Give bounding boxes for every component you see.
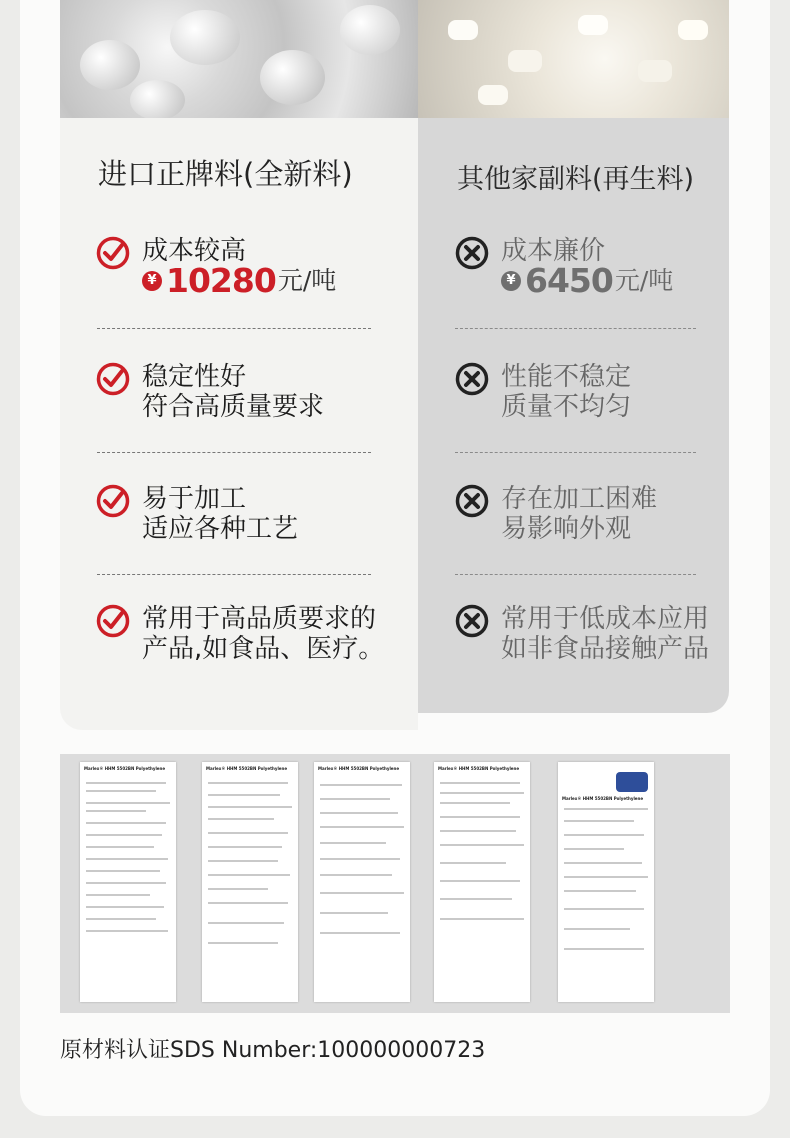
recycled-pellets-photo bbox=[418, 0, 729, 118]
recycled-processing-item bbox=[455, 484, 657, 544]
new-pellets-photo bbox=[60, 0, 418, 118]
divider bbox=[455, 328, 696, 329]
new-stability-item bbox=[96, 362, 324, 422]
chevron-phillips-logo bbox=[616, 772, 648, 792]
sds-page: Marlex® HHM 5502BN Polyethylene bbox=[434, 762, 530, 1002]
check-circle-icon bbox=[96, 604, 130, 638]
item-line1: 性能不稳定 bbox=[501, 362, 632, 392]
x-circle-icon bbox=[455, 604, 489, 638]
recycled-usage-item bbox=[455, 604, 709, 664]
sds-page: Marlex® HHM 5502BN Polyethylene bbox=[202, 762, 298, 1002]
sds-page: Marlex® HHM 5502BN Polyethylene bbox=[314, 762, 410, 1002]
sds-caption: 原材料认证SDS Number:100000000723 bbox=[60, 1038, 486, 1063]
sds-documents bbox=[60, 754, 730, 1013]
item-line2: 质量不均匀 bbox=[501, 392, 632, 422]
divider bbox=[455, 452, 696, 453]
divider bbox=[97, 452, 371, 453]
item-line1: 易于加工 bbox=[142, 484, 247, 514]
sds-page: Marlex® HHM 5502BN Polyethylene bbox=[558, 762, 654, 1002]
recycled-price-unit: 元/吨 bbox=[614, 266, 674, 295]
new-price-value: 10280 bbox=[166, 261, 276, 300]
x-circle-icon bbox=[455, 362, 489, 396]
x-circle-icon bbox=[455, 236, 489, 270]
item-line1: 常用于高品质要求的 bbox=[142, 604, 377, 634]
check-circle-icon bbox=[96, 484, 130, 518]
sds-page: Marlex® HHM 5502BN Polyethylene bbox=[80, 762, 176, 1002]
recycled-material-heading: 其他家副料(再生料) bbox=[457, 164, 695, 195]
new-material-heading: 进口正牌料(全新料) bbox=[98, 157, 353, 191]
new-cost-item bbox=[96, 236, 337, 300]
yen-icon: ¥ bbox=[142, 271, 162, 291]
new-price bbox=[142, 261, 337, 300]
new-price-unit: 元/吨 bbox=[277, 266, 337, 295]
check-circle-icon bbox=[96, 236, 130, 270]
new-cost-label: 成本较高 bbox=[142, 236, 247, 266]
recycled-price-value: 6450 bbox=[525, 261, 613, 300]
recycled-stability-item bbox=[455, 362, 631, 422]
recycled-cost-item bbox=[455, 236, 674, 300]
divider bbox=[455, 574, 696, 575]
item-line1: 稳定性好 bbox=[142, 362, 247, 392]
item-line1: 存在加工困难 bbox=[501, 484, 658, 514]
item-line2: 如非食品接触产品 bbox=[501, 634, 710, 664]
divider bbox=[97, 574, 371, 575]
new-processing-item bbox=[96, 484, 298, 544]
recycled-price bbox=[501, 261, 674, 300]
new-usage-item bbox=[96, 604, 384, 664]
item-line2: 符合高质量要求 bbox=[142, 392, 325, 422]
check-circle-icon bbox=[96, 362, 130, 396]
item-line1: 常用于低成本应用 bbox=[501, 604, 710, 634]
divider bbox=[97, 328, 371, 329]
item-line2: 适应各种工艺 bbox=[142, 514, 299, 544]
item-line2: 产品,如食品、医疗。 bbox=[142, 634, 385, 664]
yen-icon: ¥ bbox=[501, 271, 521, 291]
x-circle-icon bbox=[455, 484, 489, 518]
item-line2: 易影响外观 bbox=[501, 514, 632, 544]
recycled-cost-label: 成本廉价 bbox=[501, 236, 606, 266]
